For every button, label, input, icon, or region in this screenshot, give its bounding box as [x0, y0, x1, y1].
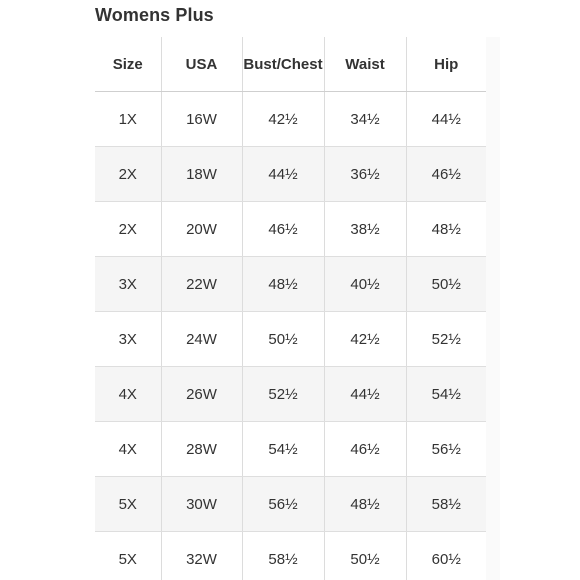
cell-hip: 46½ [406, 147, 486, 202]
cell-waist: 38½ [324, 202, 406, 257]
cell-size: 5X [95, 532, 161, 580]
cell-size: 2X [95, 202, 161, 257]
cell-bust-chest: 54½ [242, 422, 324, 477]
cell-hip: 58½ [406, 477, 486, 532]
table-row [95, 312, 486, 367]
cell-waist: 34½ [324, 92, 406, 147]
cell-hip: 56½ [406, 422, 486, 477]
header-size: Size [95, 37, 161, 92]
cell-size: 3X [95, 257, 161, 312]
size-chart-table [95, 37, 486, 580]
table-body [95, 92, 486, 580]
cell-size: 4X [95, 422, 161, 477]
table-row [95, 532, 486, 580]
cell-size: 1X [95, 92, 161, 147]
header-row [95, 37, 486, 92]
cell-waist: 46½ [324, 422, 406, 477]
cell-bust-chest: 50½ [242, 312, 324, 367]
cell-bust-chest: 42½ [242, 92, 324, 147]
cell-waist: 42½ [324, 312, 406, 367]
cell-usa: 28W [161, 422, 242, 477]
cell-usa: 32W [161, 532, 242, 580]
cell-bust-chest: 46½ [242, 202, 324, 257]
cell-size: 2X [95, 147, 161, 202]
table-header [95, 37, 486, 92]
table-row [95, 92, 486, 147]
cell-bust-chest: 58½ [242, 532, 324, 580]
header-usa: USA [161, 37, 242, 92]
cell-waist: 44½ [324, 367, 406, 422]
page-title: Womens Plus [95, 5, 214, 25]
cell-waist: 48½ [324, 477, 406, 532]
cell-usa: 16W [161, 92, 242, 147]
cell-size: 4X [95, 367, 161, 422]
cell-bust-chest: 44½ [242, 147, 324, 202]
cell-usa: 26W [161, 367, 242, 422]
cell-usa: 22W [161, 257, 242, 312]
header-bust-chest: Bust/Chest [242, 37, 324, 92]
cell-waist: 50½ [324, 532, 406, 580]
cell-waist: 36½ [324, 147, 406, 202]
cell-usa: 30W [161, 477, 242, 532]
header-waist: Waist [324, 37, 406, 92]
cell-bust-chest: 52½ [242, 367, 324, 422]
cell-size: 5X [95, 477, 161, 532]
cell-hip: 48½ [406, 202, 486, 257]
table-row [95, 367, 486, 422]
table-row [95, 147, 486, 202]
table-row [95, 477, 486, 532]
table-row [95, 257, 486, 312]
table-row [95, 422, 486, 477]
cell-hip: 44½ [406, 92, 486, 147]
cell-hip: 52½ [406, 312, 486, 367]
cell-hip: 60½ [406, 532, 486, 580]
header-hip: Hip [406, 37, 486, 92]
cell-bust-chest: 56½ [242, 477, 324, 532]
cell-usa: 18W [161, 147, 242, 202]
cell-bust-chest: 48½ [242, 257, 324, 312]
cell-size: 3X [95, 312, 161, 367]
right-edge-shade [486, 37, 500, 580]
cell-usa: 20W [161, 202, 242, 257]
cell-usa: 24W [161, 312, 242, 367]
cell-hip: 50½ [406, 257, 486, 312]
cell-waist: 40½ [324, 257, 406, 312]
table-row [95, 202, 486, 257]
cell-hip: 54½ [406, 367, 486, 422]
